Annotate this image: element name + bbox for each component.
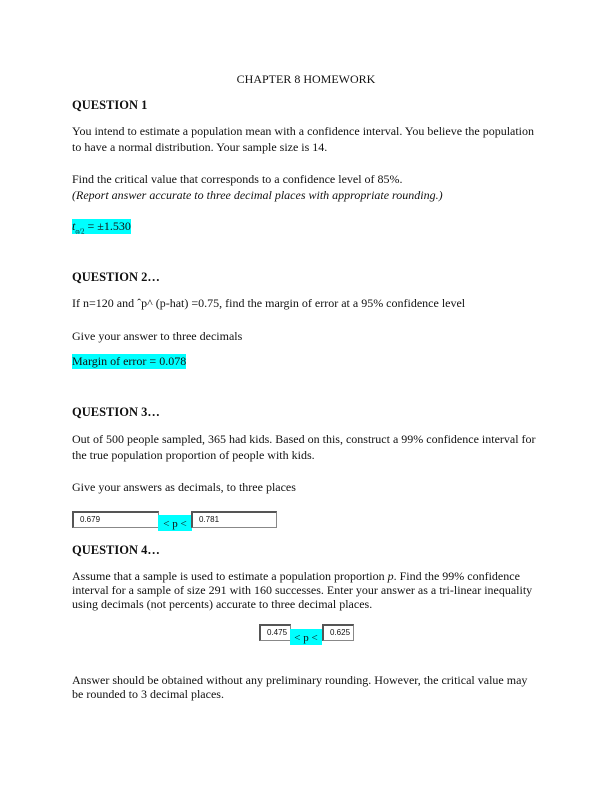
question-3-text xyxy=(72,431,542,463)
upper-bound-field[interactable]: 0.781 xyxy=(191,511,277,528)
answer-variable: t xyxy=(72,219,76,233)
question-4-note xyxy=(72,673,542,701)
question-3-line-3: Give your answers as decimals, to three places xyxy=(72,480,296,494)
question-1-line-4: (Report answer accurate to three decimal places with appropriate rounding.) xyxy=(72,188,443,202)
question-1-instruction xyxy=(72,171,542,203)
question-1-line-1: You intend to estimate a population mean with a confidence interval. You believe the population xyxy=(72,124,535,138)
answer-subscript: α/2 xyxy=(75,227,85,236)
question-4-note-line-1: Answer should be obtained without any preliminary rounding. However, the critical value may xyxy=(72,673,528,687)
question-2-heading: QUESTION 2… xyxy=(72,270,160,284)
inequality-symbol: < p < xyxy=(158,515,192,531)
question-3-heading: QUESTION 3… xyxy=(72,405,160,419)
question-1-answer xyxy=(72,219,131,235)
question-1-text xyxy=(72,123,542,155)
q4-lower-bound-field[interactable]: 0.475 xyxy=(259,624,291,641)
question-4-text xyxy=(72,569,542,611)
lower-bound-field[interactable]: 0.679 xyxy=(72,511,159,528)
q4-inequality-symbol: < p < xyxy=(290,629,322,645)
question-4-line-2: interval for a sample of size 291 with 160 successes. Enter your answer as a tri-linear inequality xyxy=(72,583,533,597)
page-title: CHAPTER 8 HOMEWORK xyxy=(236,72,376,86)
proportion-symbol: p xyxy=(387,569,394,583)
question-4-line-3: using decimals (not percents) accurate to three decimal places. xyxy=(72,597,373,611)
question-1-line-3: Find the critical value that corresponds to a confidence level of 85%. xyxy=(72,172,403,186)
question-4-heading: QUESTION 4… xyxy=(72,543,160,557)
question-4-line-1: Assume that a sample is used to estimate a population proportion p. Find the 99% confidence xyxy=(72,569,520,583)
answer-value: = ±1.530 xyxy=(84,219,131,233)
question-2-answer xyxy=(72,354,186,369)
q4-upper-bound-field[interactable]: 0.625 xyxy=(322,624,354,641)
question-3-line-1: Out of 500 people sampled, 365 had kids. Based on this, construct a 99% confidence interval for xyxy=(72,432,536,446)
question-3-line-2: the true population proportion of people with kids. xyxy=(72,448,315,462)
question-1-heading: QUESTION 1 xyxy=(72,98,148,112)
question-1-line-2: to have a normal distribution. Your sample size is 14. xyxy=(72,140,328,154)
margin-of-error-answer: Margin of error = 0.078 xyxy=(72,354,187,368)
question-2-line-2: Give your answer to three decimals xyxy=(72,329,243,343)
question-4-note-line-2: be rounded to 3 decimal places. xyxy=(72,687,224,701)
question-2-line-1: If n=120 and ˆp^ (p-hat) =0.75, find the margin of error at a 95% confidence level xyxy=(72,296,466,310)
